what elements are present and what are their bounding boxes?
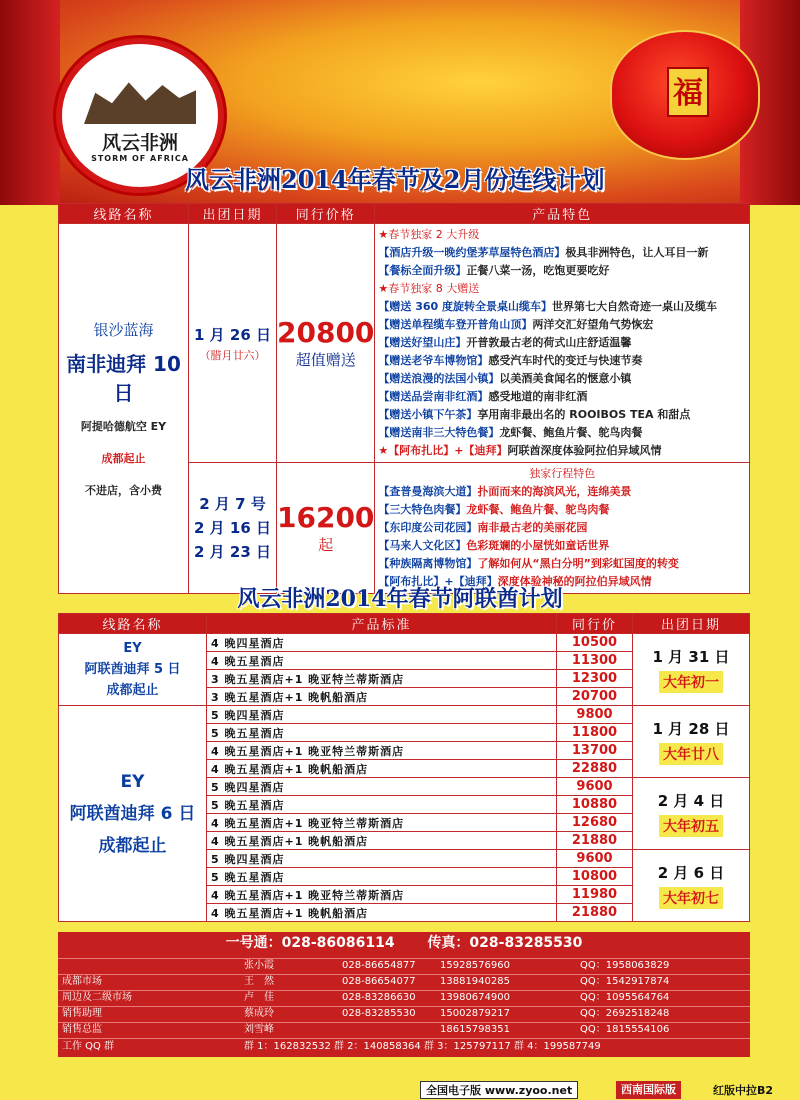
table-header-row — [59, 204, 750, 224]
contact-name: 刘雪峰 — [244, 1024, 274, 1035]
departure-date-note: （腊月廿六） — [199, 349, 266, 362]
departure-date: 2 月 7 号 — [199, 495, 266, 513]
contact-mobile[interactable]: 18615798351 — [440, 1024, 510, 1035]
contact-panel — [58, 932, 750, 1057]
route-airline: 阿提哈德航空 EY — [80, 420, 167, 433]
header-date: 出团日期 — [633, 614, 750, 634]
header-features: 产品特色 — [375, 204, 750, 224]
route-line: EY — [120, 771, 145, 792]
contact-row — [58, 958, 750, 974]
south-africa-table — [58, 203, 750, 594]
feature-text: 享用南非最出名的 ROOIBOS TEA 和甜点 — [477, 408, 691, 421]
hotel-standard: 5 晚四星酒店 — [207, 706, 557, 724]
header-price: 同行价格 — [277, 204, 375, 224]
fu-character: 福 — [667, 67, 709, 117]
feature-text: 两洋交汇好望角气势恢宏 — [532, 318, 654, 331]
feature-line — [378, 370, 746, 388]
date-cell — [633, 634, 750, 706]
lantern-icon — [610, 30, 760, 160]
price: 21880 — [557, 832, 633, 850]
elephant-silhouette-icon — [84, 72, 196, 124]
departure-date: 1 月 26 日 — [194, 326, 271, 344]
route-line: EY — [123, 641, 142, 656]
contact-role: 销售总监 — [62, 1024, 102, 1035]
date-cell — [189, 463, 277, 594]
contact-name: 蔡成玲 — [244, 1008, 274, 1019]
price: 11980 — [557, 886, 633, 904]
route-line: 阿联酋迪拜 5 日 — [84, 662, 181, 677]
price: 20700 — [557, 688, 633, 706]
route-line: 成都起止 — [98, 835, 167, 856]
contact-tel[interactable]: 028-86654077 — [342, 976, 416, 987]
contact-tel[interactable]: 028-83285530 — [342, 1008, 416, 1019]
contact-mobile[interactable]: 13980674900 — [440, 992, 510, 1003]
route-line: 成都起止 — [106, 683, 159, 698]
hotel-standard: 5 晚五星酒店 — [207, 724, 557, 742]
feature-text: 以美酒美食闻名的惬意小镇 — [499, 372, 632, 385]
date-cell — [633, 778, 750, 850]
hotel-standard: 4 晚五星酒店+1 晚帆船酒店 — [207, 904, 557, 922]
price: 9600 — [557, 850, 633, 868]
feature-text: 色彩斑斓的小屋恍如童话世界 — [466, 539, 610, 552]
page-label: 红版中拉B2 — [713, 1084, 774, 1097]
feature-line — [378, 298, 746, 316]
departure-date: 1 月 31 日 — [652, 648, 730, 666]
contact-row — [58, 974, 750, 990]
feature-highlight: ★【阿布扎比】+【迪拜】 — [378, 444, 508, 457]
divider — [58, 1022, 750, 1023]
feature-line — [378, 537, 746, 555]
departure-date: 2 月 16 日 — [194, 519, 271, 537]
curtain-left — [0, 0, 60, 205]
feature-highlight: 【查普曼海滨大道】 — [378, 485, 478, 498]
header-date: 出团日期 — [189, 204, 277, 224]
features-cell — [375, 463, 750, 594]
feature-text: 了解如何从“黑白分明”到彩虹国度的转变 — [477, 557, 679, 570]
price: 20800 — [277, 316, 375, 349]
feature-text: 感受地道的南非红酒 — [488, 390, 588, 403]
divider — [58, 958, 750, 959]
feature-line — [378, 316, 746, 334]
page-title: 风云非洲2014年春节及2月份连线计划 — [185, 165, 605, 194]
price-cell — [277, 463, 375, 594]
table-header-row — [59, 614, 750, 634]
feature-highlight: 【赠送南非三大特色餐】 — [378, 426, 500, 439]
section-title: 风云非洲2014年春节阿联酋计划 — [237, 586, 563, 612]
features-cell — [375, 224, 750, 463]
qq-group-row — [58, 1039, 750, 1055]
feature-line — [378, 519, 746, 537]
contact-row — [58, 1006, 750, 1022]
feature-line — [378, 226, 746, 244]
holiday-tag: 大年初七 — [659, 887, 723, 909]
feature-line — [378, 555, 746, 573]
hotel-standard: 3 晚五星酒店+1 晚帆船酒店 — [207, 688, 557, 706]
feature-line — [378, 262, 746, 280]
feature-line — [378, 280, 746, 298]
hotel-standard: 4 晚五星酒店+1 晚亚特兰蒂斯酒店 — [207, 814, 557, 832]
price-note: 超值赠送 — [295, 351, 356, 369]
contact-mobile[interactable]: 13881940285 — [440, 976, 510, 987]
table-row — [59, 634, 750, 652]
contact-tel[interactable]: 028-86654877 — [342, 960, 416, 971]
contact-name: 张小霞 — [244, 960, 274, 971]
holiday-tag: 大年廿八 — [659, 743, 723, 765]
hotel-standard: 4 晚五星酒店+1 晚亚特兰蒂斯酒店 — [207, 886, 557, 904]
price-cell — [277, 224, 375, 463]
date-cell — [633, 706, 750, 778]
fax: 传真：028-83285530 — [427, 935, 583, 951]
price: 10500 — [557, 634, 633, 652]
contact-role: 周边及二级市场 — [62, 992, 132, 1003]
table-row — [59, 706, 750, 724]
date-cell — [189, 224, 277, 463]
route-name — [59, 766, 206, 862]
feature-heading: 独家行程特色 — [529, 467, 596, 480]
feature-line — [378, 465, 746, 483]
feature-highlight: 【赠送浪漫的法国小镇】 — [378, 372, 500, 385]
price: 22880 — [557, 760, 633, 778]
feature-highlight: 【东印度公司花园】 — [378, 521, 478, 534]
feature-text: 阿联酋深度体验阿拉伯异域风情 — [507, 444, 662, 457]
table-row — [59, 224, 750, 463]
hotel-standard: 4 晚五星酒店+1 晚亚特兰蒂斯酒店 — [207, 742, 557, 760]
date-cell — [633, 850, 750, 922]
contact-role: 销售助理 — [62, 1008, 102, 1019]
feature-text: 龙虾餐、鲍鱼片餐、鸵鸟肉餐 — [499, 426, 643, 439]
hotel-standard: 5 晚五星酒店 — [207, 796, 557, 814]
feature-text: 感受汽车时代的变迁与快速节奏 — [488, 354, 643, 367]
price: 12680 — [557, 814, 633, 832]
contact-name: 卢 佳 — [244, 992, 274, 1003]
logo-english-text: STORM OF AFRICA — [91, 154, 189, 163]
price: 11800 — [557, 724, 633, 742]
contact-qq: QQ：1095564764 — [580, 992, 670, 1003]
uae-table — [58, 613, 750, 922]
feature-line — [378, 244, 746, 262]
feature-line — [378, 388, 746, 406]
price-note: 起 — [318, 536, 334, 554]
contact-qq: QQ：1542917874 — [580, 976, 670, 987]
feature-text: 世界第七大自然奇迹一桌山及缆车 — [552, 300, 718, 313]
feature-highlight: 【赠送单程缆车登开普角山顶】 — [378, 318, 533, 331]
price: 9600 — [557, 778, 633, 796]
feature-text: 极具非洲特色，让人耳目一新 — [565, 246, 709, 259]
hotel-standard: 5 晚四星酒店 — [207, 778, 557, 796]
header-route: 线路名称 — [59, 614, 207, 634]
contact-row — [58, 1022, 750, 1038]
feature-highlight: 【赠送老爷车博物馆】 — [378, 354, 489, 367]
divider — [58, 1006, 750, 1007]
contact-row — [58, 990, 750, 1006]
feature-text: 龙虾餐、鲍鱼片餐、鸵鸟肉餐 — [466, 503, 610, 516]
hotel-standard: 4 晚五星酒店+1 晚帆船酒店 — [207, 832, 557, 850]
feature-text: 正餐八菜一汤，吃饱更要吃好 — [466, 264, 610, 277]
contact-qq: QQ：2692518248 — [580, 1008, 670, 1019]
feature-highlight: 【酒店升级一晚约堡茅草屋特色酒店】 — [378, 246, 566, 259]
feature-line — [378, 501, 746, 519]
price: 21880 — [557, 904, 633, 922]
hotline[interactable]: 一号通：028-86086114 — [225, 935, 395, 951]
qq-group-label: 工作 QQ 群 — [62, 1041, 115, 1052]
hotel-standard: 4 晚五星酒店+1 晚帆船酒店 — [207, 760, 557, 778]
route-cell — [59, 706, 207, 922]
price: 16200 — [277, 501, 375, 534]
feature-line — [378, 352, 746, 370]
feature-text: 扑面而来的海滨风光，连绵美景 — [477, 485, 632, 498]
contact-qq: QQ：1958063829 — [580, 960, 670, 971]
feature-line — [378, 406, 746, 424]
route-name2: 南非迪拜 10 日 — [66, 352, 181, 405]
hotel-standard: 5 晚四星酒店 — [207, 850, 557, 868]
feature-line — [378, 483, 746, 501]
contact-mobile[interactable]: 15928576960 — [440, 960, 510, 971]
feature-heading: ★春节独家 2 大升级 — [378, 228, 480, 241]
feature-highlight: 【阿布扎比】+【迪拜】 — [378, 575, 498, 588]
route-line: 阿联酋迪拜 6 日 — [69, 803, 196, 824]
departure-date: 2 月 4 日 — [657, 792, 725, 810]
hotel-standard: 3 晚五星酒店+1 晚亚特兰蒂斯酒店 — [207, 670, 557, 688]
feature-line — [378, 334, 746, 352]
divider — [58, 974, 750, 975]
feature-highlight: 【赠送好望山庄】 — [378, 336, 467, 349]
feature-highlight: 【赠送品尝南非红酒】 — [378, 390, 489, 403]
hotel-standard: 4 晚五星酒店 — [207, 652, 557, 670]
route-cell — [59, 634, 207, 706]
feature-highlight: 【赠送 360 度旋转全景桌山缆车】 — [378, 300, 553, 313]
price: 13700 — [557, 742, 633, 760]
route-name — [59, 638, 206, 701]
footer — [420, 1081, 800, 1100]
feature-highlight: 【三大特色肉餐】 — [378, 503, 467, 516]
departure-date: 2 月 23 日 — [194, 543, 271, 561]
departure-date: 1 月 28 日 — [652, 720, 730, 738]
edition-link[interactable]: 全国电子版 www.zyoo.net — [420, 1081, 578, 1099]
feature-line — [378, 442, 746, 460]
feature-heading: ★春节独家 8 大赠送 — [378, 282, 480, 295]
contact-qq: QQ：1815554106 — [580, 1024, 670, 1035]
contact-role: 成都市场 — [62, 976, 102, 987]
price: 10880 — [557, 796, 633, 814]
header-price: 同行价 — [557, 614, 633, 634]
hotel-standard: 4 晚四星酒店 — [207, 634, 557, 652]
contact-header — [58, 932, 750, 954]
route-name1: 银沙蓝海 — [93, 321, 154, 339]
holiday-tag: 大年初五 — [659, 815, 723, 837]
feature-text: 深度体验神秘的阿拉伯异域风情 — [497, 575, 652, 588]
price: 9800 — [557, 706, 633, 724]
holiday-tag: 大年初一 — [659, 671, 723, 693]
hotel-standard: 5 晚五星酒店 — [207, 868, 557, 886]
route-origin: 成都起止 — [101, 452, 146, 465]
contact-mobile[interactable]: 15002879217 — [440, 1008, 510, 1019]
price: 11300 — [557, 652, 633, 670]
departure-date: 2 月 6 日 — [657, 864, 725, 882]
header-route: 线路名称 — [59, 204, 189, 224]
feature-text: 开普敦最古老的荷式山庄舒适温馨 — [466, 336, 632, 349]
feature-highlight: 【马来人文化区】 — [378, 539, 467, 552]
route-note: 不进店，含小费 — [85, 484, 162, 497]
feature-line — [378, 424, 746, 442]
price: 12300 — [557, 670, 633, 688]
feature-highlight: 【餐标全面升级】 — [378, 264, 467, 277]
feature-text: 南非最古老的美丽花园 — [477, 521, 588, 534]
divider — [58, 990, 750, 991]
feature-highlight: 【赠送小镇下午茶】 — [378, 408, 478, 421]
contact-name: 王 然 — [244, 976, 274, 987]
route-cell — [59, 224, 189, 594]
region-badge: 西南国际版 — [616, 1081, 681, 1099]
price: 10800 — [557, 868, 633, 886]
feature-highlight: 【种族隔离博物馆】 — [378, 557, 478, 570]
logo-chinese-text: 风云非洲 — [101, 132, 178, 154]
qq-group-list: 群 1：162832532 群 2：140858364 群 3：125797117 群 4：199587749 — [244, 1041, 601, 1052]
contact-tel[interactable]: 028-83286630 — [342, 992, 416, 1003]
header-standard: 产品标准 — [207, 614, 557, 634]
